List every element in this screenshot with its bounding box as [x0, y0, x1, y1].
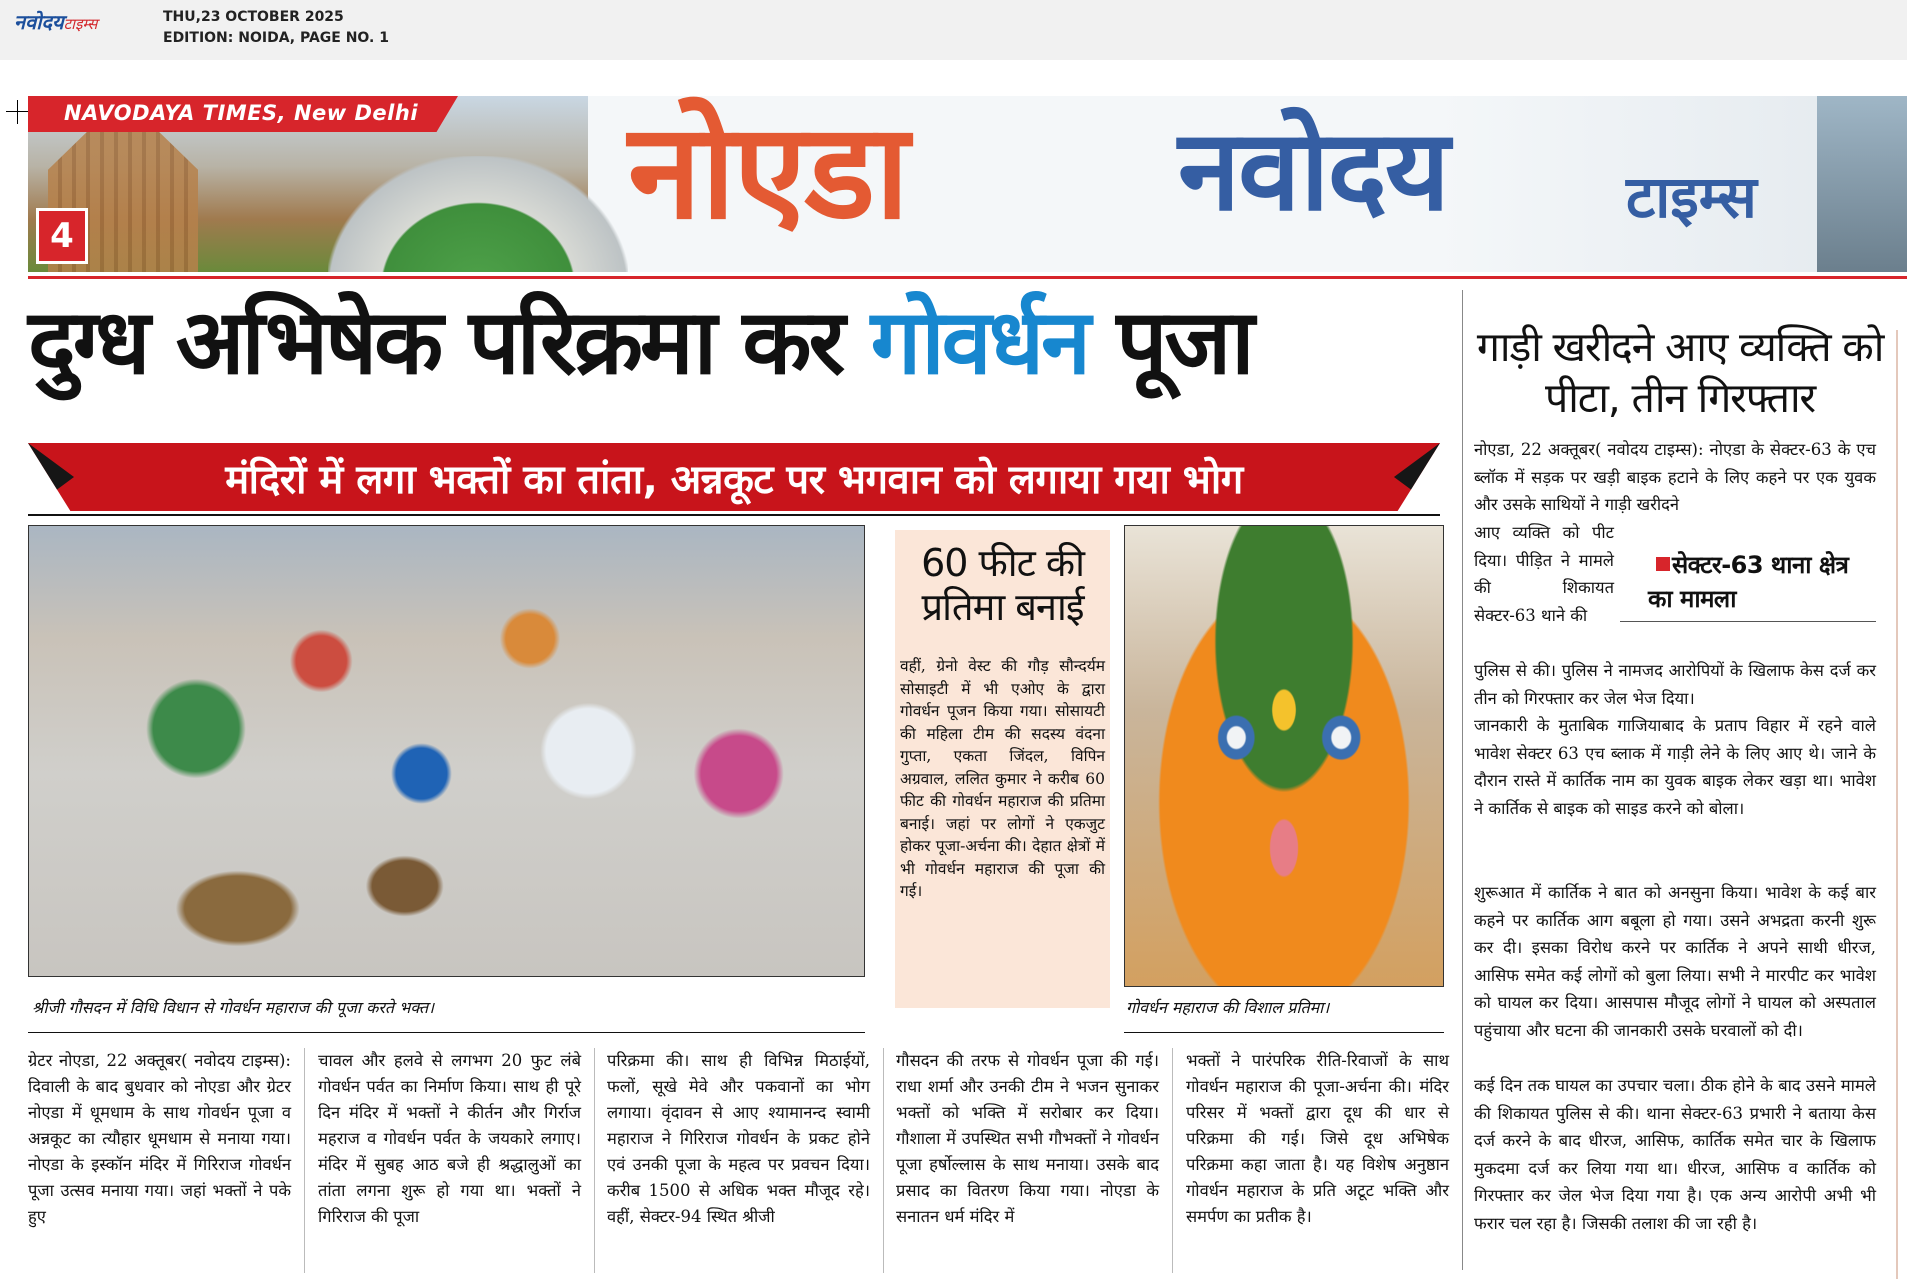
page-number-badge: 4 [36, 208, 88, 264]
headline-part1: दुग्ध अभिषेक परिक्रमा कर [28, 290, 871, 395]
photo-caption-main: श्रीजी गौसदन में विधि विधान से गोवर्धन महाराज की पूजा करते भक्त। [32, 998, 435, 1017]
edition-page-info: EDITION: NOIDA, PAGE NO. 1 [163, 30, 389, 46]
subheadline: मंदिरों में लगा भक्तों का तांता, अन्नकूट पर भगवान को लगाया गया भोग [225, 457, 1243, 503]
edition-date: THU,23 OCTOBER 2025 [163, 9, 344, 25]
masthead-divider [28, 276, 1907, 279]
headline-accent: गोवर्धन [870, 290, 1088, 395]
brand-logo-main: नवोदय [14, 10, 64, 34]
caption-divider [28, 1032, 865, 1033]
article-column-5: भक्तों ने पारंपरिक रीति-रिवाजों के साथ गोवर्धन महाराज की पूजा-अर्चना की। मंदिर परिसर में भक्तों द्वारा दूध की धार से परिक्रमा की गई। जिसे दूध अभिषेक परिक्रमा कहा जाता है। यह विशेष अनुष्ठान गोवर्धन महाराज के प्रति अटूट भक्ति और समर्पण का प्रतीक है। [1186, 1051, 1449, 1226]
headline-part2: पूजा [1088, 290, 1252, 395]
pullquote-text: सेक्टर-63 थाना क्षेत्र का मामला [1648, 551, 1849, 613]
sidebox-title: 60 फीट की प्रतिमा बनाई [921, 541, 1084, 629]
side-story-pullquote [1648, 548, 1880, 616]
column-rule [883, 1048, 884, 1273]
column-rule [1172, 1048, 1173, 1273]
article-column-2: चावल और हलवे से लगभग 20 फुट लंबे गोवर्धन पर्वत का निर्माण किया। साथ ही पूरे दिन मंदिर में भक्तों ने कीर्तन और गिर्राज महराज व गोवर्धन पर्वत के जयकारे लगाए। मंदिर में सुबह आठ बजे ही श्रद्धालुओं का तांता लगना शुरू हो गया था। भक्तों ने गिरिराज की पूजा [318, 1051, 581, 1226]
subheadline-divider [28, 514, 1440, 516]
column-rule [304, 1048, 305, 1273]
side-story-para-3: जानकारी के मुताबिक गाजियाबाद के प्रताप विहार में रहने वाले भावेश सेक्टर 63 एच ब्लाक में गाड़ी लेने के लिए आए थे। जाने के दौरान रास्ते में कार्तिक नाम का युवक बाइक लेकर खड़ा था। भावेश ने कार्तिक से बाइक को साइड करने को बोला। [1474, 716, 1876, 818]
masthead-banner-text: NAVODAYA TIMES, New Delhi [64, 101, 419, 125]
photo-caption-idol: गोवर्धन महाराज की विशाल प्रतिमा। [1126, 998, 1330, 1017]
masthead-title-noida: नोएडा [628, 96, 908, 249]
article-column-4: गौसदन की तरफ से गोवर्धन पूजा की गई। राधा शर्मा और उनकी टीम ने भजन सुनाकर भक्तों को भक्ति में सरोबार कर दिया। गौशाला में उपस्थित सभी गौभक्तों ने गोवर्धन पूजा हर्षोल्लास के साथ मनाया। उसके बाद प्रसाद का वितरण किया गया। नोएडा के सनातन धर्म मंदिर में [896, 1051, 1159, 1226]
brand-logo[interactable] [14, 8, 97, 35]
side-story-para-1: नोएडा, 22 अक्तूबर( नवोदय टाइम्स): नोएडा के सेक्टर-63 के एच ब्लॉक में सड़क पर खड़ी बाइक हटाने के लिए कहने पर एक युवक और उसके साथियों ने गाड़ी खरीदने [1474, 440, 1876, 514]
masthead-title-times: टाइम्स [1626, 163, 1757, 231]
column-rule [594, 1048, 595, 1273]
side-story-headline: गाड़ी खरीदने आए व्यक्ति को पीटा, तीन गिरफ्तार [1476, 323, 1884, 423]
article-column-3: परिक्रमा की। साथ ही विभिन्न मिठाईयों, फलों, सूखे मेवे और पकवानों का भोग लगाया। वृंदावन से आए श्यामानन्द स्वामी महाराज ने गिरिराज गोवर्धन के प्रकट होने एवं उनकी पूजा के महत्व पर प्रवचन दिया। करीब 1500 से अधिक भक्त मौजूद रहे। वहीं, सेक्टर-94 स्थित श्रीजी [607, 1051, 870, 1226]
article-column-1: ग्रेटर नोएडा, 22 अक्तूबर( नवोदय टाइम्स): दिवाली के बाद बुधवार को नोएडा और ग्रेटर नोएडा में धूमधाम के साथ गोवर्धन पूजा व अन्नकूट का त्यौहार धूमधाम से मनाया गया। नोएडा के इस्कॉन मंदिर में गिरिराज गोवर्धन पूजा उत्सव मनाया गया। जहां भक्तों ने पके हुए [28, 1051, 291, 1226]
masthead [28, 96, 1907, 272]
brand-logo-sub: टाइम्स [63, 15, 98, 33]
photo-puja-ceremony[interactable] [28, 525, 865, 977]
crop-mark-icon [6, 100, 30, 124]
side-story-para-1-cont: आए व्यक्ति को पीट दिया। पीड़ित ने मामले की शिकायत सेक्टर-63 थाने की [1474, 523, 1614, 625]
main-headline [28, 290, 1448, 395]
masthead-photo-right [1817, 96, 1907, 272]
masthead-stadium-image [328, 156, 628, 272]
photo-govardhan-idol[interactable] [1124, 525, 1444, 987]
masthead-title-navodaya: नवोदय [1178, 106, 1448, 236]
right-column-divider [1462, 290, 1463, 1270]
caption-divider [1124, 1032, 1444, 1033]
side-story-para-2: पुलिस से की। पुलिस ने नामजद आरोपियों के खिलाफ केस दर्ज कर तीन को गिरफ्तार कर जेल भेज दिया। [1474, 661, 1876, 708]
side-story-para-5: कई दिन तक घायल का उपचार चला। ठीक होने के बाद उसने मामले की शिकायत पुलिस से की। थाना सेक्टर-63 प्रभारी ने बताया केस दर्ज करने के बाद धीरज, आसिफ, कार्तिक समेत चार के खिलाफ मुकदमा दर्ज कर लिया गया था। धीरज, आसिफ व कार्तिक को गिरफ्तार कर जेल भेज दिया गया है। एक अन्य आरोपी अभी भी फरार चल रहा है। जिसकी तलाश की जा रही है। [1474, 1076, 1876, 1233]
sidebox-body: वहीं, ग्रेनो वेस्ट की गौड़ सौन्दर्यम सोसाइटी में भी एओए के द्वारा गोवर्धन पूजन किया गया। सोसायटी की महिला टीम की सदस्य वंदना गुप्ता, एकता जिंदल, विपिन अग्रवाल, ललित कुमार ने करीब 60 फीट की गोवर्धन महाराज की प्रतिमा बनाई। जहां पर लोगों ने एकजुट होकर पूजा-अर्चना की। देहात क्षेत्रों में भी गोवर्धन महाराज की पूजा की गई। [900, 657, 1105, 900]
viewer-toolbar [0, 0, 1907, 60]
page-edge-rule [1896, 330, 1898, 1279]
pullquote-divider [1620, 621, 1876, 622]
side-story-para-4: शुरूआत में कार्तिक ने बात को अनसुना किया। भावेश के कई बार कहने पर कार्तिक आग बबूला हो गया। उसने अभद्रता करनी शुरू कर दी। इसका विरोध करने पर कार्तिक ने अपने साथी धीरज, आसिफ समेत कई लोगों को बुला लिया। सभी ने मारपीट कर भावेश को घायल कर दिया। आसपास मौजूद लोगों ने घायल को अस्पताल पहुंचाया और घटना की जानकारी उसके घरवालों को दी। [1474, 883, 1876, 1040]
